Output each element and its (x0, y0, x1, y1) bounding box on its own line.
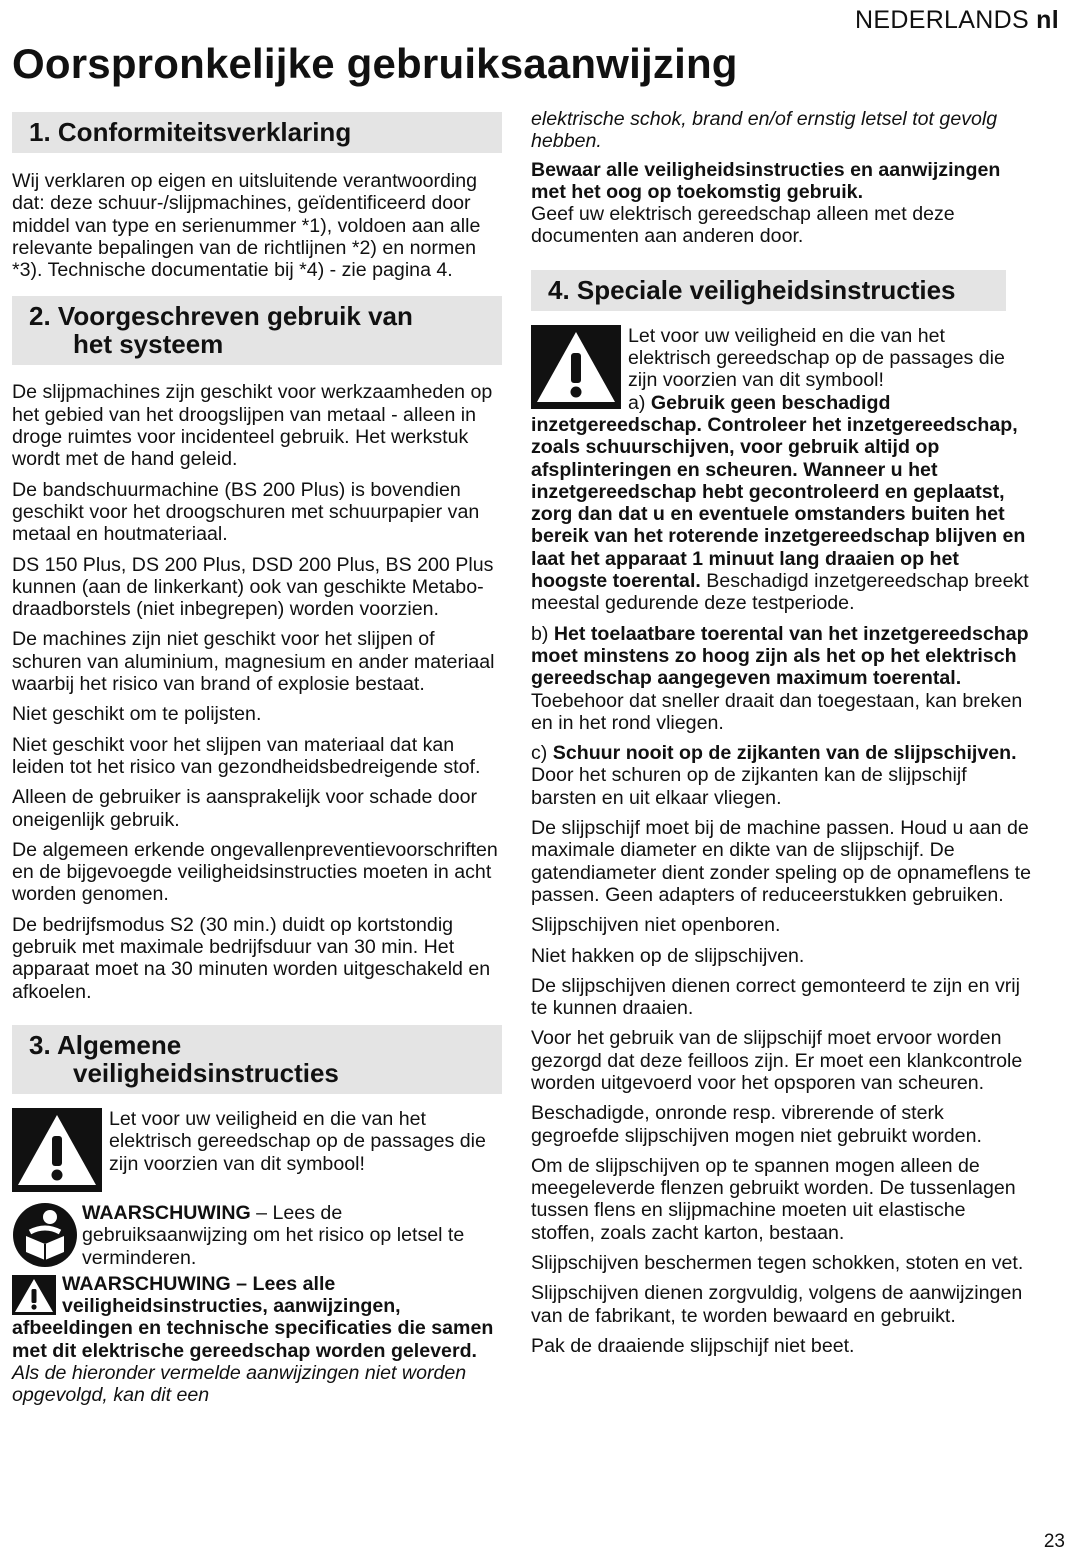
safety-paragraph: Pak de draaiende slijpschijf niet beet. (531, 1334, 855, 1357)
warning-triangle-icon (12, 1108, 102, 1192)
section-2-title-line2: het systeem (73, 329, 224, 360)
page-number: 23 (1043, 1531, 1065, 1552)
safety-paragraph: Slijpschijven niet openboren. (531, 914, 781, 937)
conformity-text: Wij verklaren op eigen en uitsluitende verantwoording dat: deze schuur-/slijpmachines, geïdentificeerd door middel van type en serienummer *1), voldoen aan alle relevante bepalingen van de richtlijnen *2) en normen *3). Technische documentatie bij *4) - zie pagina 4. (12, 170, 481, 282)
usage-paragraph: DS 150 Plus, DS 200 Plus, DSD 200 Plus, BS 200 Plus kunnen (aan de linkerkant) ook van geschikte Metabo-draadborstels (niet inbegrepen) worden voorzien. (12, 553, 494, 621)
warning-symbol-text: Let voor uw veiligheid en die van het elektrisch gereedschap op de passages die zijn voorzien van dit symbool! (109, 1107, 486, 1175)
special-warning-symbol-text: Let voor uw veiligheid en die van het elektrisch gereedschap op de passages die zijn voorzien van dit symbool! (628, 324, 1005, 392)
safety-paragraph: Slijpschijven beschermen tegen schokken, stoten en vet. (531, 1252, 1024, 1275)
section-4-title: 4. Speciale veiligheidsinstructies (548, 274, 956, 305)
keep-instructions-text: Geef uw elektrisch gereedschap alleen met deze documenten aan anderen door. (531, 203, 955, 248)
language-name: NEDERLANDS (855, 6, 1029, 34)
safety-paragraph: Slijpschijven dienen zorgvuldig, volgens de aanwijzingen van de fabrikant, te worden bewaard en gebruikt. (531, 1282, 1023, 1327)
item-a-text: Beschadigd inzetgereedschap breekt meestal gedurende deze testperiode. (531, 570, 1029, 615)
section-1-title: 1. Conformiteitsverklaring (29, 117, 352, 147)
usage-paragraph: De algemeen erkende ongevallenpreventievoorschriften en de bijgevoegde veiligheidsinstructies moeten in acht worden genomen. (12, 838, 498, 906)
warning-triangle-icon (531, 325, 621, 409)
item-b-prefix: b) (531, 622, 554, 645)
section-2-title-line1: 2. Voorgeschreven gebruik van (29, 301, 413, 332)
item-a-prefix: a) (628, 391, 651, 414)
usage-paragraph: De slijpmachines zijn geschikt voor werkzaamheden op het gebied van het droogslijpen van metaal - alleen in droge ruimtes voor incidenteel gebruik. Het werkstuk wordt met de hand geleid. (12, 381, 493, 471)
safety-paragraph: De slijpschijven dienen correct gemonteerd te zijn en vrij te kunnen draaien. (531, 974, 1020, 1020)
read-all-warning-italic: Als de hieronder vermelde aanwijzingen niet worden opgevolgd, kan dit een (12, 1361, 467, 1407)
keep-instructions-bold: Bewaar alle veiligheidsinstructies en aanwijzingen met het oog op toekomstig gebruik. (531, 158, 1001, 203)
warning-triangle-small-icon (12, 1275, 56, 1315)
safety-paragraph: Voor het gebruik van de slijpschijf moet ervoor worden gezorgd dat deze feilloos zijn. Er moet een klankcontrole worden uitgevoerd voor het opsporen van scheuren. (531, 1027, 1023, 1094)
read-all-instructions-note (12, 1273, 502, 1407)
usage-paragraph: De bedrijfsmodus S2 (30 min.) duidt op kortstondig gebruik met maximale bedrijfsduur van 30 min. Het apparaat moet na 30 minuten worden uitgeschakeld en afkoelen. (12, 913, 491, 1003)
usage-paragraph: Niet geschikt om te polijsten. (12, 703, 262, 726)
read-manual-text: – Lees de gebruiksaanwijzing om het risico op letsel te verminderen. (82, 1201, 465, 1269)
right-column (531, 108, 1031, 1365)
item-c-prefix: c) (531, 742, 553, 765)
read-all-warning-bold: WAARSCHUWING – Lees alle veiligheidsinstructies, aanwijzingen, afbeeldingen en technische specificaties die samen met dit elektrische gereedschap worden geleverd. (12, 1272, 494, 1362)
safety-paragraph: Om de slijpschijven op te spannen mogen alleen de meegeleverde flenzen gebruikt worden. De tussenlagen tussen flens en slijpmachine moeten uit elastische stoffen, zoals zacht karton, bestaan. (531, 1154, 1016, 1244)
usage-paragraph: Niet geschikt voor het slijpen van materiaal dat kan leiden tot het risico van gezondheidsbedreigende stof. (12, 733, 481, 778)
item-c-text: Door het schuren op de zijkanten kan de slijpschijf barsten en uit elkaar vliegen. (531, 764, 967, 809)
read-manual-note (12, 1202, 502, 1269)
item-c-bold: Schuur nooit op de zijkanten van de slijpschijven. (552, 742, 1017, 765)
section-2-heading (12, 296, 502, 365)
section-3-heading (12, 1025, 502, 1094)
item-b-bold: Het toelaatbare toerental van het inzetgereedschap moet minstens zo hoog zijn als het op het elektrisch gereedschap aangegeven maximum toerental. (531, 622, 1029, 690)
page-title: Oorspronkelijke gebruiksaanwijzing (12, 40, 738, 87)
item-a-bold: Gebruik geen beschadigd inzetgereedschap. Controleer het inzetgereedschap, zoals schuurschijven, voor gebruik altijd op afsplinteringen en scheuren. Wanneer u het inzetgereedschap hebt gecontroleerd en geplaatst, zorg dan dat u en eventuele omstanders buiten het bereik van het roterende inzetgereedschap blijven en laat het apparaat 1 minuut lang draaien op het hoogste toerental. (531, 391, 1026, 593)
language-label (855, 6, 1059, 35)
section-3-title-line1: 3. Algemene (29, 1029, 182, 1060)
safety-paragraph: Niet hakken op de slijpschijven. (531, 944, 805, 967)
warning-continuation: elektrische schok, brand en/of ernstig letsel tot gevolg hebben. (531, 108, 998, 153)
special-safety-block (531, 325, 1031, 615)
usage-paragraph: De machines zijn niet geschikt voor het slijpen of schuren van aluminium, magnesium en ander materiaal waarbij het risico van brand of explosie bestaat. (12, 628, 495, 696)
safety-paragraph: Beschadigde, onronde resp. vibrerende of sterk gegroefde slijpschijven mogen niet gebruikt worden. (531, 1102, 982, 1147)
section-1-heading (12, 112, 502, 153)
left-column (12, 112, 502, 1407)
item-b-text: Toebehoor dat sneller draait dan toegestaan, kan breken en in het rond vliegen. (531, 689, 1023, 734)
safety-paragraph: De slijpschijf moet bij de machine passen. Houd u aan de maximale diameter en dikte van de slijpschijf. De gatendiameter dient zonder speling op de opnameflens te passen. Geen adapters of reduceerstukken gebruiken. (531, 817, 1031, 906)
warning-label: WAARSCHUWING (82, 1201, 251, 1224)
language-code: nl (1036, 6, 1059, 34)
warning-symbol-note (12, 1108, 502, 1192)
section-3-title-line2: veiligheidsinstructies (73, 1057, 339, 1088)
read-manual-icon (12, 1202, 78, 1268)
section-4-heading (531, 270, 1006, 311)
usage-paragraph: De bandschuurmachine (BS 200 Plus) is bovendien geschikt voor het droogschuren met schuurpapier van metaal en houtmateriaal. (12, 478, 480, 546)
usage-paragraph: Alleen de gebruiker is aansprakelijk voor schade door oneigenlijk gebruik. (12, 786, 478, 831)
